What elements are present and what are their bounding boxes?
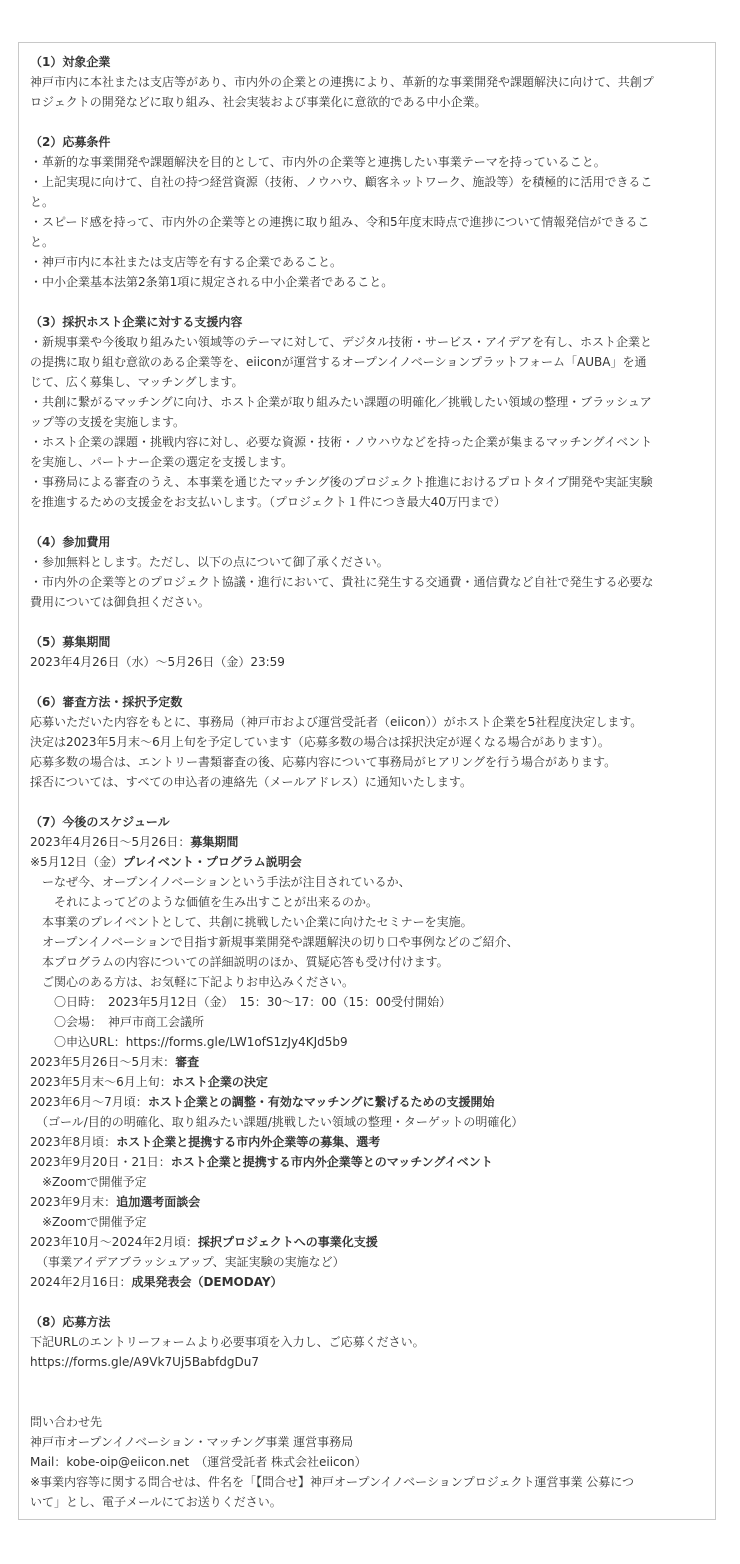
text-line: [30, 232, 708, 252]
line-text: ・参加無料とします。ただし、以下の点について御了承ください。: [30, 555, 389, 569]
line-text: ・市内外の企業等とのプロジェクト協議・進行において、貴社に発生する交通費・通信費など自社で発生する必要な: [30, 575, 654, 589]
line-text: 下記URLのエントリーフォームより必要事項を入力し、ご応募ください。: [30, 1335, 425, 1349]
text-line: [30, 1252, 708, 1272]
line-text: 応募多数の場合は、エントリー書類審査の後、応募内容について事務局がヒアリングを行う場合があります。: [30, 755, 617, 769]
bold-text: ホスト企業との調整・有効なマッチングに繋げるための支援開始: [147, 1095, 495, 1109]
text-line: [30, 912, 708, 932]
line-text: を推進するための支援金をお支払いします。（プロジェクト１件につき最大40万円まで）: [30, 495, 506, 509]
bold-text: 追加選考面談会: [116, 1195, 201, 1209]
text-line: [30, 1112, 708, 1132]
text-line: [30, 732, 708, 752]
blank-line: [30, 1292, 708, 1312]
line-text: 2023年4月26日～5月26日：: [30, 835, 191, 849]
line-text: 〇日時： 2023年5月12日（金） 15：30～17：00（15：00受付開始）: [30, 995, 452, 1009]
text-line: [30, 852, 708, 872]
section-heading: [30, 812, 708, 832]
text-line: [30, 1332, 708, 1352]
bold-text: （7）今後のスケジュール: [30, 815, 170, 829]
line-text: 〇申込URL：https://forms.gle/LW1ofS1zJy4KJd5b9: [30, 1035, 348, 1049]
section-heading: [30, 132, 708, 152]
bold-text: （4）参加費用: [30, 535, 111, 549]
line-text: ・革新的な事業開発や課題解決を目的として、市内外の企業等と連携したい事業テーマを持っていること。: [30, 155, 606, 169]
text-line: [30, 1352, 708, 1372]
line-text: 〇会場： 神戸市商工会議所: [30, 1015, 205, 1029]
text-line: [30, 1032, 708, 1052]
bold-text: ホスト企業と提携する市内外企業等とのマッチングイベント: [170, 1155, 493, 1169]
bold-text: （2）応募条件: [30, 135, 111, 149]
text-line: [30, 1232, 708, 1252]
line-text: と。: [30, 195, 55, 209]
text-line: [30, 972, 708, 992]
blank-line: [30, 292, 708, 312]
text-line: [30, 872, 708, 892]
line-text: 2023年6月～7月頃：: [30, 1095, 148, 1109]
section-heading: [30, 692, 708, 712]
text-line: [30, 592, 708, 612]
line-text: オープンイノベーションで目指す新規事業開発や課題解決の切り口や事例などのご紹介、: [30, 935, 519, 949]
text-line: [30, 1492, 708, 1512]
text-line: [30, 552, 708, 572]
line-text: 2023年9月20日・21日：: [30, 1155, 171, 1169]
line-text: 応募いただいた内容をもとに、事務局（神戸市および運営受託者（eiicon））がホスト企業を5社程度決定します。: [30, 715, 643, 729]
line-text: じて、広く募集し、マッチングします。: [30, 375, 244, 389]
text-line: [30, 1012, 708, 1032]
document-body: [30, 52, 708, 1512]
line-text: 2023年5月末～6月上旬：: [30, 1075, 172, 1089]
line-text: を実施し、パートナー企業の選定を支援します。: [30, 455, 294, 469]
line-text: （事業アイデアブラッシュアップ、実証実験の実施など）: [30, 1255, 345, 1269]
line-text: ※事業内容等に関する問合せは、件名を「【問合せ】神戸オープンイノベーションプロジェクト運営事業 公募につ: [30, 1475, 635, 1489]
line-text: （ゴール/目的の明確化、取り組みたい課題/挑戦したい領域の整理・ターゲットの明確化）: [30, 1115, 524, 1129]
content-frame: [18, 42, 716, 1520]
line-text: https://forms.gle/A9Vk7Uj5BabfdgDu7: [30, 1355, 259, 1369]
text-line: [30, 392, 708, 412]
text-line: [30, 72, 708, 92]
line-text: と。: [30, 235, 55, 249]
text-line: [30, 412, 708, 432]
line-text: ・上記実現に向けて、自社の持つ経営資源（技術、ノウハウ、顧客ネットワーク、施設等）を積極的に活用できるこ: [30, 175, 653, 189]
text-line: [30, 832, 708, 852]
text-line: [30, 1432, 708, 1452]
bold-text: 審査: [175, 1055, 200, 1069]
section-heading: [30, 1312, 708, 1332]
line-text: 神戸市オープンイノベーション・マッチング事業 運営事務局: [30, 1435, 354, 1449]
blank-line: [30, 512, 708, 532]
text-line: [30, 192, 708, 212]
blank-line: [30, 672, 708, 692]
text-line: [30, 932, 708, 952]
bold-text: ホスト企業と提携する市内外企業等の募集、選考: [116, 1135, 381, 1149]
line-text: 2024年2月16日：: [30, 1275, 132, 1289]
bold-text: （1）対象企業: [30, 55, 111, 69]
text-line: [30, 892, 708, 912]
line-text: 2023年4月26日（水）～5月26日（金）23:59: [30, 655, 285, 669]
bold-text: （3）採択ホスト企業に対する支援内容: [30, 315, 243, 329]
blank-line: [30, 1372, 708, 1392]
line-text: ・共創に繋がるマッチングに向け、ホスト企業が取り組みたい課題の明確化／挑戦したい領域の整理・ブラッシュア: [30, 395, 652, 409]
section-heading: [30, 312, 708, 332]
section-heading: [30, 532, 708, 552]
text-line: [30, 92, 708, 112]
line-text: ロジェクトの開発などに取り組み、社会実装および事業化に意欲的である中小企業。: [30, 95, 487, 109]
text-line: [30, 752, 708, 772]
text-line: [30, 432, 708, 452]
line-text: ・新規事業や今後取り組みたい領域等のテーマに対して、デジタル技術・サービス・アイデアを有し、ホスト企業と: [30, 335, 652, 349]
text-line: [30, 332, 708, 352]
bold-text: （8）応募方法: [30, 1315, 111, 1329]
text-line: [30, 1412, 708, 1432]
line-text: ・中小企業基本法第2条第1項に規定される中小企業者であること。: [30, 275, 394, 289]
text-line: [30, 492, 708, 512]
line-text: ップ等の支援を実施します。: [30, 415, 186, 429]
blank-line: [30, 1392, 708, 1412]
blank-line: [30, 612, 708, 632]
text-line: [30, 1192, 708, 1212]
line-text: 問い合わせ先: [30, 1415, 103, 1429]
line-text: ーなぜ今、オープンイノベーションという手法が注目されているか、: [30, 875, 411, 889]
text-line: [30, 572, 708, 592]
text-line: [30, 1172, 708, 1192]
text-line: [30, 652, 708, 672]
text-line: [30, 172, 708, 192]
line-text: 決定は2023年5月末～6月上旬を予定しています（応募多数の場合は採択決定が遅くなる場合があります）。: [30, 735, 610, 749]
text-line: [30, 472, 708, 492]
text-line: [30, 1052, 708, 1072]
line-text: ※5月12日（金）: [30, 855, 123, 869]
text-line: [30, 1092, 708, 1112]
text-line: [30, 952, 708, 972]
text-line: [30, 372, 708, 392]
text-line: [30, 352, 708, 372]
line-text: 本プログラムの内容についての詳細説明のほか、質疑応答も受け付けます。: [30, 955, 449, 969]
text-line: [30, 772, 708, 792]
line-text: 採否については、すべての申込者の連絡先（メールアドレス）に通知いたします。: [30, 775, 472, 789]
line-text: 2023年5月26日～5月末：: [30, 1055, 176, 1069]
bold-text: 成果発表会（DEMODAY）: [131, 1275, 283, 1289]
line-text: の提携に取り組む意欲のある企業等を、eiiconが運営するオープンイノベーションプラットフォーム「AUBA」を通: [30, 355, 647, 369]
line-text: 2023年10月～2024年2月頃：: [30, 1235, 198, 1249]
bold-text: 採択プロジェクトへの事業化支援: [197, 1235, 378, 1249]
line-text: ご関心のある方は、お気軽に下記よりお申込みください。: [30, 975, 355, 989]
line-text: Mail：kobe-oip@eiicon.net （運営受託者 株式会社eiicon）: [30, 1455, 367, 1469]
text-line: [30, 452, 708, 472]
blank-line: [30, 792, 708, 812]
section-heading: [30, 632, 708, 652]
bold-text: （5）募集期間: [30, 635, 111, 649]
line-text: 2023年8月頃：: [30, 1135, 117, 1149]
text-line: [30, 1272, 708, 1292]
line-text: ・神戸市内に本社または支店等を有する企業であること。: [30, 255, 343, 269]
text-line: [30, 1132, 708, 1152]
line-text: それによってどのような価値を生み出すことが出来るのか。: [30, 895, 379, 909]
line-text: 神戸市内に本社または支店等があり、市内外の企業との連携により、革新的な事業開発や課題解決に向けて、共創プ: [30, 75, 654, 89]
line-text: いて」とし、電子メールにてお送りください。: [30, 1495, 282, 1509]
line-text: 本事業のプレイベントとして、共創に挑戦したい企業に向けたセミナーを実施。: [30, 915, 473, 929]
text-line: [30, 252, 708, 272]
text-line: [30, 212, 708, 232]
bold-text: プレイベント・プログラム説明会: [122, 855, 302, 869]
bold-text: （6）審査方法・採択予定数: [30, 695, 183, 709]
text-line: [30, 1452, 708, 1472]
text-line: [30, 1152, 708, 1172]
text-line: [30, 272, 708, 292]
line-text: 2023年9月末：: [30, 1195, 117, 1209]
text-line: [30, 1072, 708, 1092]
text-line: [30, 992, 708, 1012]
blank-line: [30, 112, 708, 132]
text-line: [30, 1212, 708, 1232]
text-line: [30, 1472, 708, 1492]
section-heading: [30, 52, 708, 72]
line-text: 費用については御負担ください。: [30, 595, 210, 609]
line-text: ※Zoomで開催予定: [30, 1175, 147, 1189]
line-text: ※Zoomで開催予定: [30, 1215, 147, 1229]
line-text: ・事務局による審査のうえ、本事業を通じたマッチング後のプロジェクト推進におけるプロトタイプ開発や実証実験: [30, 475, 653, 489]
text-line: [30, 152, 708, 172]
bold-text: ホスト企業の決定: [171, 1075, 268, 1089]
line-text: ・スピード感を持って、市内外の企業等との連携に取り組み、令和5年度末時点で進捗について情報発信ができるこ: [30, 215, 650, 229]
bold-text: 募集期間: [190, 835, 239, 849]
text-line: [30, 712, 708, 732]
line-text: ・ホスト企業の課題・挑戦内容に対し、必要な資源・技術・ノウハウなどを持った企業が集まるマッチングイベント: [30, 435, 653, 449]
